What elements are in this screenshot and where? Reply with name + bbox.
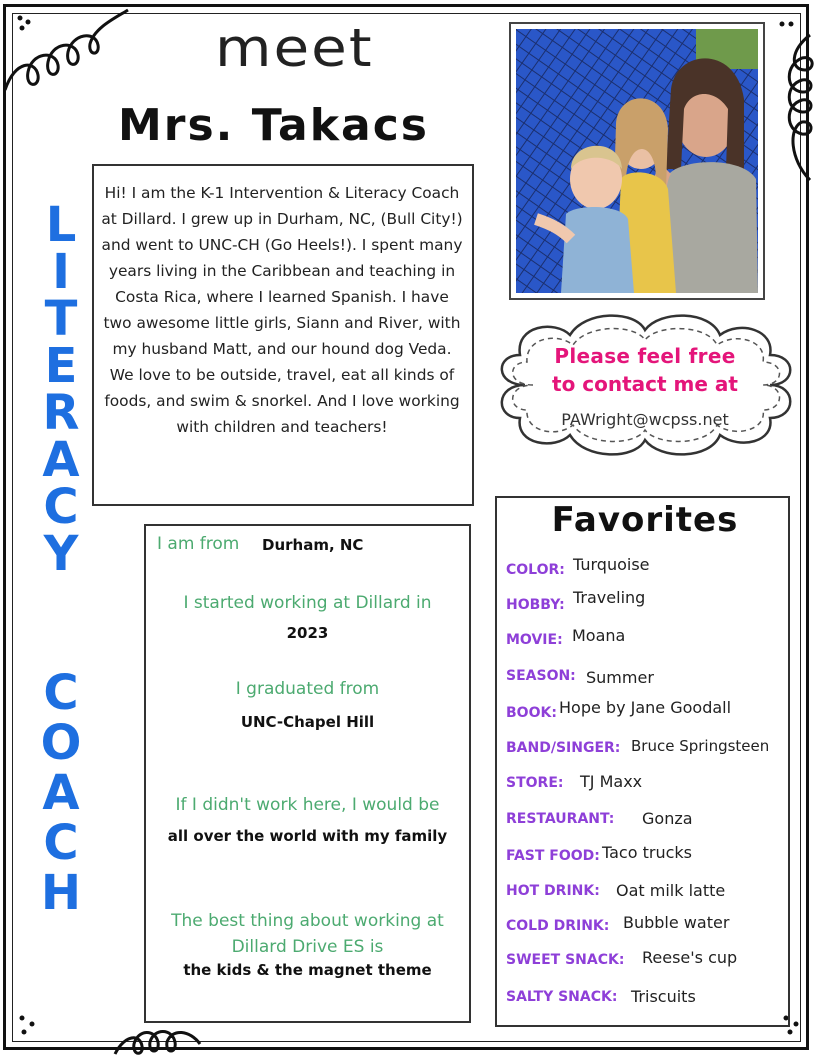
swirl-decoration-top-right — [770, 30, 816, 190]
side-letter: E — [44, 338, 78, 394]
contact-heading-line1: Please feel free — [554, 344, 736, 368]
dots-decoration — [776, 18, 798, 40]
contact-email[interactable]: PAWright@wcpss.net — [561, 410, 729, 429]
started-value: 2023 — [286, 624, 329, 642]
best-thing-label-line1: The best thing about working at — [171, 911, 444, 931]
favorite-label: BAND/SINGER: — [506, 740, 621, 756]
side-letter: Y — [43, 526, 79, 582]
favorite-value: Gonza — [642, 809, 693, 828]
favorite-value: Oat milk latte — [616, 881, 726, 900]
favorite-label: FAST FOOD: — [506, 848, 600, 864]
side-letter: C — [43, 665, 79, 721]
favorite-label: HOBBY: — [506, 597, 565, 613]
favorite-value: Bruce Springsteen — [631, 737, 770, 755]
favorites-title: Favorites — [551, 500, 739, 540]
best-thing-label-line2: Dillard Drive ES is — [231, 937, 384, 957]
favorite-value: Traveling — [573, 588, 646, 607]
favorite-label: COLD DRINK: — [506, 918, 610, 934]
graduated-value: UNC-Chapel Hill — [240, 713, 375, 731]
favorite-value: Triscuits — [631, 987, 696, 1006]
otherwise-label: If I didn't work here, I would be — [175, 795, 440, 815]
favorite-value: Bubble water — [623, 913, 730, 932]
favorite-value: TJ Maxx — [580, 772, 643, 791]
favorite-label: HOT DRINK: — [506, 883, 600, 899]
family-photo — [516, 29, 758, 293]
side-letter: O — [40, 715, 82, 771]
otherwise-value: all over the world with my family — [167, 827, 448, 845]
favorite-value: Moana — [572, 626, 626, 645]
from-value: Durham, NC — [262, 536, 364, 554]
graduated-label: I graduated from — [235, 679, 380, 699]
side-letter: R — [42, 385, 80, 441]
side-letter: A — [42, 432, 80, 488]
favorite-label: SEASON: — [506, 668, 576, 684]
best-thing-value: the kids & the magnet theme — [183, 961, 432, 979]
favorite-label: STORE: — [506, 775, 564, 791]
favorite-label: RESTAURANT: — [506, 811, 615, 827]
favorite-value: Taco trucks — [602, 843, 692, 862]
side-letter: T — [44, 291, 78, 347]
side-letter: C — [43, 815, 79, 871]
favorite-label: MOVIE: — [506, 632, 563, 648]
favorite-label: SWEET SNACK: — [506, 952, 625, 968]
favorite-value: Reese's cup — [642, 948, 738, 967]
favorite-value: Turquoise — [573, 555, 650, 574]
swirl-decoration-bottom — [110, 1024, 260, 1056]
contact-heading-line2: to contact me at — [552, 372, 738, 396]
favorite-label: BOOK: — [506, 705, 557, 721]
side-letter: L — [45, 197, 77, 253]
meet-heading: meet — [215, 17, 374, 79]
dots-decoration — [14, 12, 36, 34]
side-letter: I — [52, 244, 70, 300]
started-label: I started working at Dillard in — [183, 593, 432, 613]
side-letter: C — [43, 479, 79, 535]
bio-text: Hi! I am the K-1 Intervention & Literacy Coach at Dillard. I grew up in Durham, NC, (Bull City!) and went to UNC-CH (Go Heels!). I spent many years living in the Caribbean and teaching in Costa Rica, where I learned Spanish. I have two awesome little girls, Siann and River, with my husband Matt, and our hound dog Veda. We love to be outside, travel, eat all kinds of foods, and swim & snorkel. And I love working with children and teachers! — [101, 184, 463, 436]
from-label: I am from — [157, 534, 240, 554]
favorite-value: Summer — [586, 668, 654, 687]
favorite-label: COLOR: — [506, 562, 565, 578]
literacy-coach-vertical-title — [30, 197, 92, 1000]
favorite-label: SALTY SNACK: — [506, 989, 618, 1005]
dots-decoration — [16, 1012, 42, 1038]
side-letter: H — [40, 865, 82, 921]
side-letter: A — [42, 765, 80, 821]
favorite-value: Hope by Jane Goodall — [559, 698, 732, 717]
teacher-name: Mrs. Takacs — [118, 100, 429, 151]
